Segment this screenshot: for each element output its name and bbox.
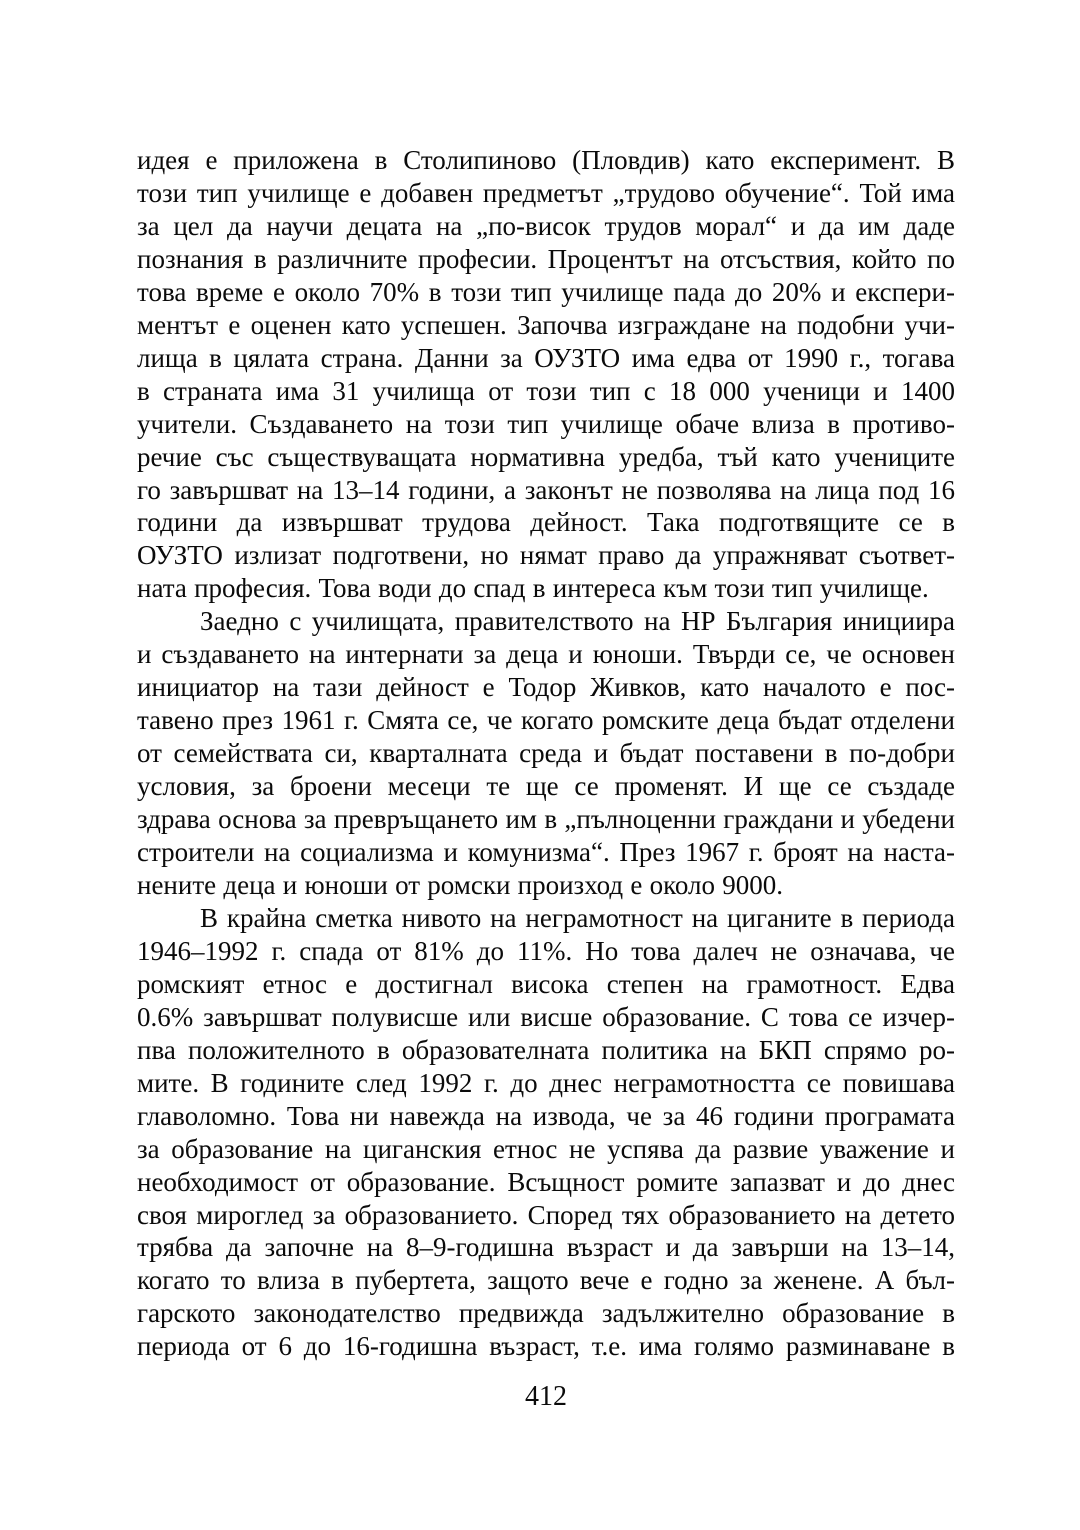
text-line: този тип училище е добавен предметът „трудово обучение“. Той има bbox=[137, 177, 955, 208]
text-line: В крайна сметка нивото на неграмотност на циганите в периода bbox=[200, 902, 955, 933]
text-line: периода от 6 до 16-годишна възраст, т.е. има голямо разминаване в bbox=[137, 1331, 955, 1362]
paragraph bbox=[137, 605, 955, 902]
text-line: ментът е оценен като успешен. Започва изграждане на подобни учи- bbox=[137, 309, 955, 340]
body-text bbox=[137, 144, 955, 1363]
text-line: в страната има 31 училища от този тип с 18 000 ученици и 1400 bbox=[137, 375, 955, 406]
text-line: познания в различните професии. Процентът на отсъствия, който по bbox=[137, 243, 955, 274]
text-line: трябва да започне на 8–9-годишна възраст и да завърши на 13–14, bbox=[137, 1232, 955, 1263]
text-line: инициатор на тази дейност е Тодор Живков, като началото е пос- bbox=[137, 672, 955, 703]
text-line: за цел да научи децата на „по-висок трудов морал“ и да им даде bbox=[137, 210, 955, 241]
text-line: речие със съществуващата нормативна уредба, тъй като учениците bbox=[137, 441, 955, 472]
text-line: нените деца и юноши от ромски произход е около 9000. bbox=[137, 869, 783, 900]
text-line: и създаването на интернати за деца и юноши. Твърди се, че основен bbox=[137, 639, 955, 670]
text-line: пва положителното в образователната политика на БКП спрямо ро- bbox=[137, 1034, 955, 1065]
text-line: това време е около 70% в този тип училище пада до 20% и експери- bbox=[137, 276, 955, 307]
text-line: главоломно. Това ни навежда на извода, че за 46 години програмата bbox=[137, 1100, 955, 1131]
text-line: необходимост от образование. Всъщност ромите запазват и до днес bbox=[137, 1166, 955, 1197]
text-line: условия, за броени месеци те ще се променят. И ще се създаде bbox=[137, 771, 955, 802]
text-line: лища в цялата страна. Данни за ОУЗТО има едва от 1990 г., тогава bbox=[137, 342, 955, 373]
text-line: ОУЗТО излизат подготвени, но нямат право да упражняват съответ- bbox=[137, 540, 955, 571]
text-line: идея е приложена в Столипиново (Пловдив) като експеримент. В bbox=[137, 145, 955, 175]
text-line: своя мироглед за образованието. Според тях образованието на детето bbox=[137, 1199, 955, 1230]
text-line: тавено през 1961 г. Смята се, че когато ромските деца бъдат отделени bbox=[137, 705, 955, 736]
text-line: години да извършват трудова дейност. Така подготвящите се в bbox=[137, 507, 955, 538]
text-line: от семействата си, кварталната среда и бъдат поставени в по-добри bbox=[137, 738, 955, 769]
text-line: за образование на циганския етнос не успява да развие уважение и bbox=[137, 1133, 955, 1164]
text-line: ната професия. Това води до спад в интереса към този тип училище. bbox=[137, 573, 929, 604]
text-line: 1946–1992 г. спада от 81% до 11%. Но това далеч не означава, че bbox=[137, 935, 955, 966]
text-line: го завършват на 13–14 години, а законът не позволява на лица под 16 bbox=[137, 474, 955, 505]
paragraph bbox=[137, 144, 955, 605]
text-line: Заедно с училищата, правителството на НР България инициира bbox=[200, 606, 955, 637]
text-line: учители. Създаването на този тип училище обаче влиза в противо- bbox=[137, 408, 955, 439]
text-line: 0.6% завършват полувисше или висше образование. С това се изчер- bbox=[137, 1001, 955, 1032]
paragraph bbox=[137, 902, 955, 1363]
page-number: 412 bbox=[525, 1381, 567, 1412]
text-line: ромският етнос е достигнал висока степен на грамотност. Едва bbox=[137, 968, 955, 999]
text-line: строители на социализма и комунизма“. През 1967 г. броят на наста- bbox=[137, 837, 955, 868]
text-line: когато то влиза в пубертета, защото вече е годно за женене. А бъл- bbox=[137, 1265, 955, 1296]
text-line: здрава основа за превръщането им в „пълноценни граждани и убедени bbox=[137, 804, 955, 835]
text-line: мите. В годините след 1992 г. до днес неграмотността се повишава bbox=[137, 1067, 955, 1098]
text-line: гарското законодателство предвижда задължително образование в bbox=[137, 1298, 955, 1329]
